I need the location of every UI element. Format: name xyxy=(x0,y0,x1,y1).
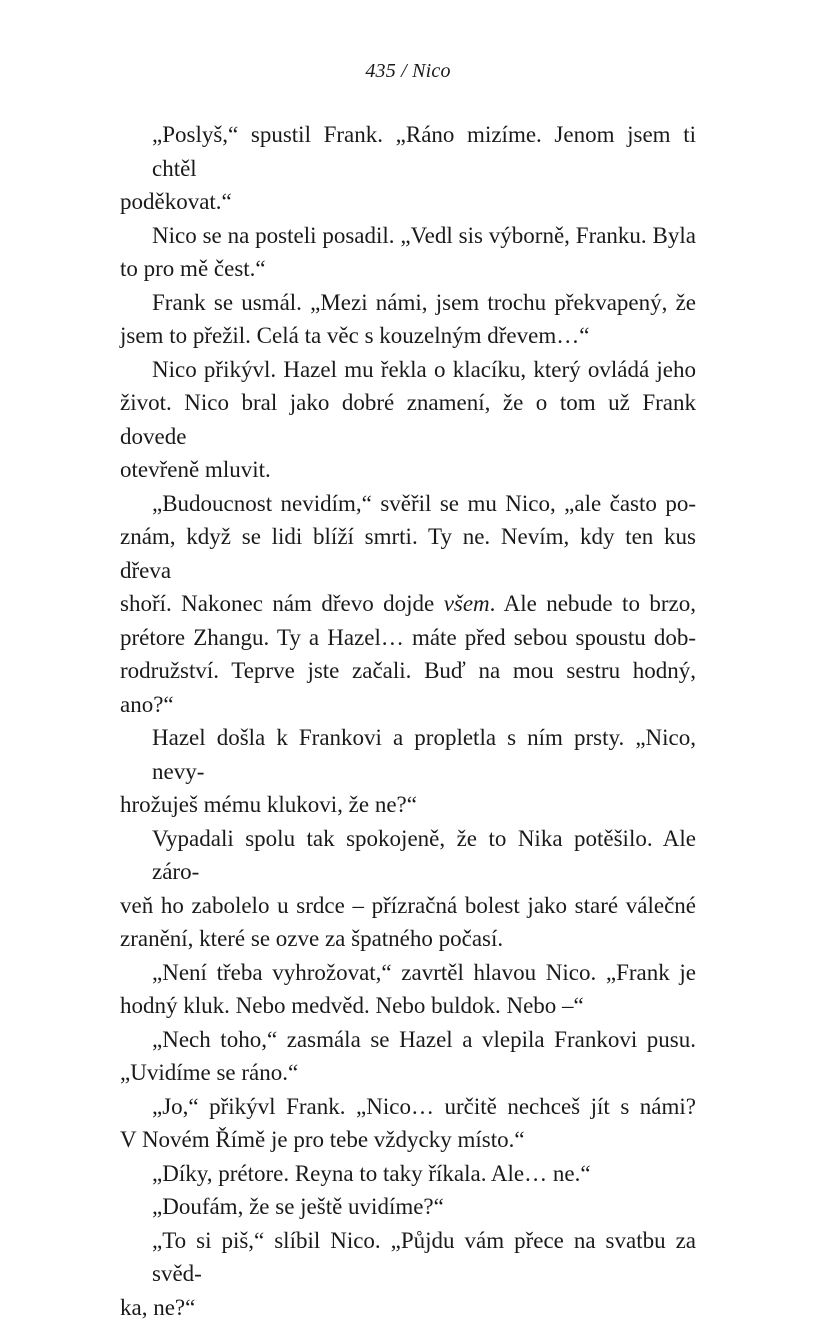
text-line: Hazel došla k Frankovi a propletla s ním prsty. „Nico, nevy- xyxy=(120,721,696,788)
paragraph xyxy=(120,1224,696,1324)
text-line: to pro mě čest.“ xyxy=(120,252,696,286)
text-line: rodružství. Teprve jste začali. Buď na mou sestru hodný, ano?“ xyxy=(120,654,696,721)
paragraph xyxy=(120,956,696,1023)
paragraph xyxy=(120,1190,696,1224)
paragraph xyxy=(120,286,696,353)
paragraph xyxy=(120,487,696,722)
paragraph xyxy=(120,1090,696,1157)
running-head: 435 / Nico xyxy=(0,60,816,83)
text-line: „Uvidíme se ráno.“ xyxy=(120,1056,696,1090)
paragraph xyxy=(120,822,696,956)
text-line: život. Nico bral jako dobré znamení, že o tom už Frank dovede xyxy=(120,386,696,453)
text-line: otevřeně mluvit. xyxy=(120,453,696,487)
text-line: hrožuješ mému klukovi, že ne?“ xyxy=(120,788,696,822)
text-line: V Novém Římě je pro tebe vždycky místo.“ xyxy=(120,1123,696,1157)
paragraph xyxy=(120,721,696,822)
text-line: „Doufám, že se ještě uvidíme?“ xyxy=(120,1190,696,1224)
text-line: znám, když se lidi blíží smrti. Ty ne. Nevím, kdy ten kus dřeva xyxy=(120,520,696,587)
text-line: „Jo,“ přikývl Frank. „Nico… určitě nechceš jít s námi? xyxy=(120,1090,696,1124)
text-line: Nico se na posteli posadil. „Vedl sis výborně, Franku. Byla xyxy=(120,219,696,253)
text-run: . Ale nebude to brzo, xyxy=(490,591,696,616)
text-line: prétore Zhangu. Ty a Hazel… máte před sebou spoustu dob- xyxy=(120,621,696,655)
paragraph xyxy=(120,353,696,487)
paragraph xyxy=(120,118,696,219)
paragraph xyxy=(120,1023,696,1090)
body-text xyxy=(120,118,696,1324)
text-line: „Díky, prétore. Reyna to taky říkala. Ale… ne.“ xyxy=(120,1157,696,1191)
text-run: shoří. Nakonec nám dřevo dojde xyxy=(120,591,444,616)
paragraph xyxy=(120,219,696,286)
text-line: veň ho zabolelo u srdce – přízračná bolest jako staré válečné xyxy=(120,889,696,923)
text-line: hodný kluk. Nebo medvěd. Nebo buldok. Nebo –“ xyxy=(120,989,696,1023)
text-line: „Poslyš,“ spustil Frank. „Ráno mizíme. Jenom jsem ti chtěl xyxy=(120,118,696,185)
text-line: „Budoucnost nevidím,“ svěřil se mu Nico, „ale často po- xyxy=(120,487,696,521)
text-line: „To si piš,“ slíbil Nico. „Půjdu vám přece na svatbu za svěd- xyxy=(120,1224,696,1291)
text-line: Vypadali spolu tak spokojeně, že to Nika potěšilo. Ale záro- xyxy=(120,822,696,889)
text-line: „Není třeba vyhrožovat,“ zavrtěl hlavou Nico. „Frank je xyxy=(120,956,696,990)
text-line: zranění, které se ozve za špatného počasí. xyxy=(120,922,696,956)
paragraph xyxy=(120,1157,696,1191)
text-line: Nico přikývl. Hazel mu řekla o klacíku, který ovládá jeho xyxy=(120,353,696,387)
emphasized-word: všem xyxy=(444,591,490,616)
text-line: jsem to přežil. Celá ta věc s kouzelným dřevem…“ xyxy=(120,319,696,353)
text-line: „Nech toho,“ zasmála se Hazel a vlepila Frankovi pusu. xyxy=(120,1023,696,1057)
text-line xyxy=(120,587,696,621)
text-line: Frank se usmál. „Mezi námi, jsem trochu překvapený, že xyxy=(120,286,696,320)
text-line: poděkovat.“ xyxy=(120,185,696,219)
text-line: ka, ne?“ xyxy=(120,1291,696,1324)
